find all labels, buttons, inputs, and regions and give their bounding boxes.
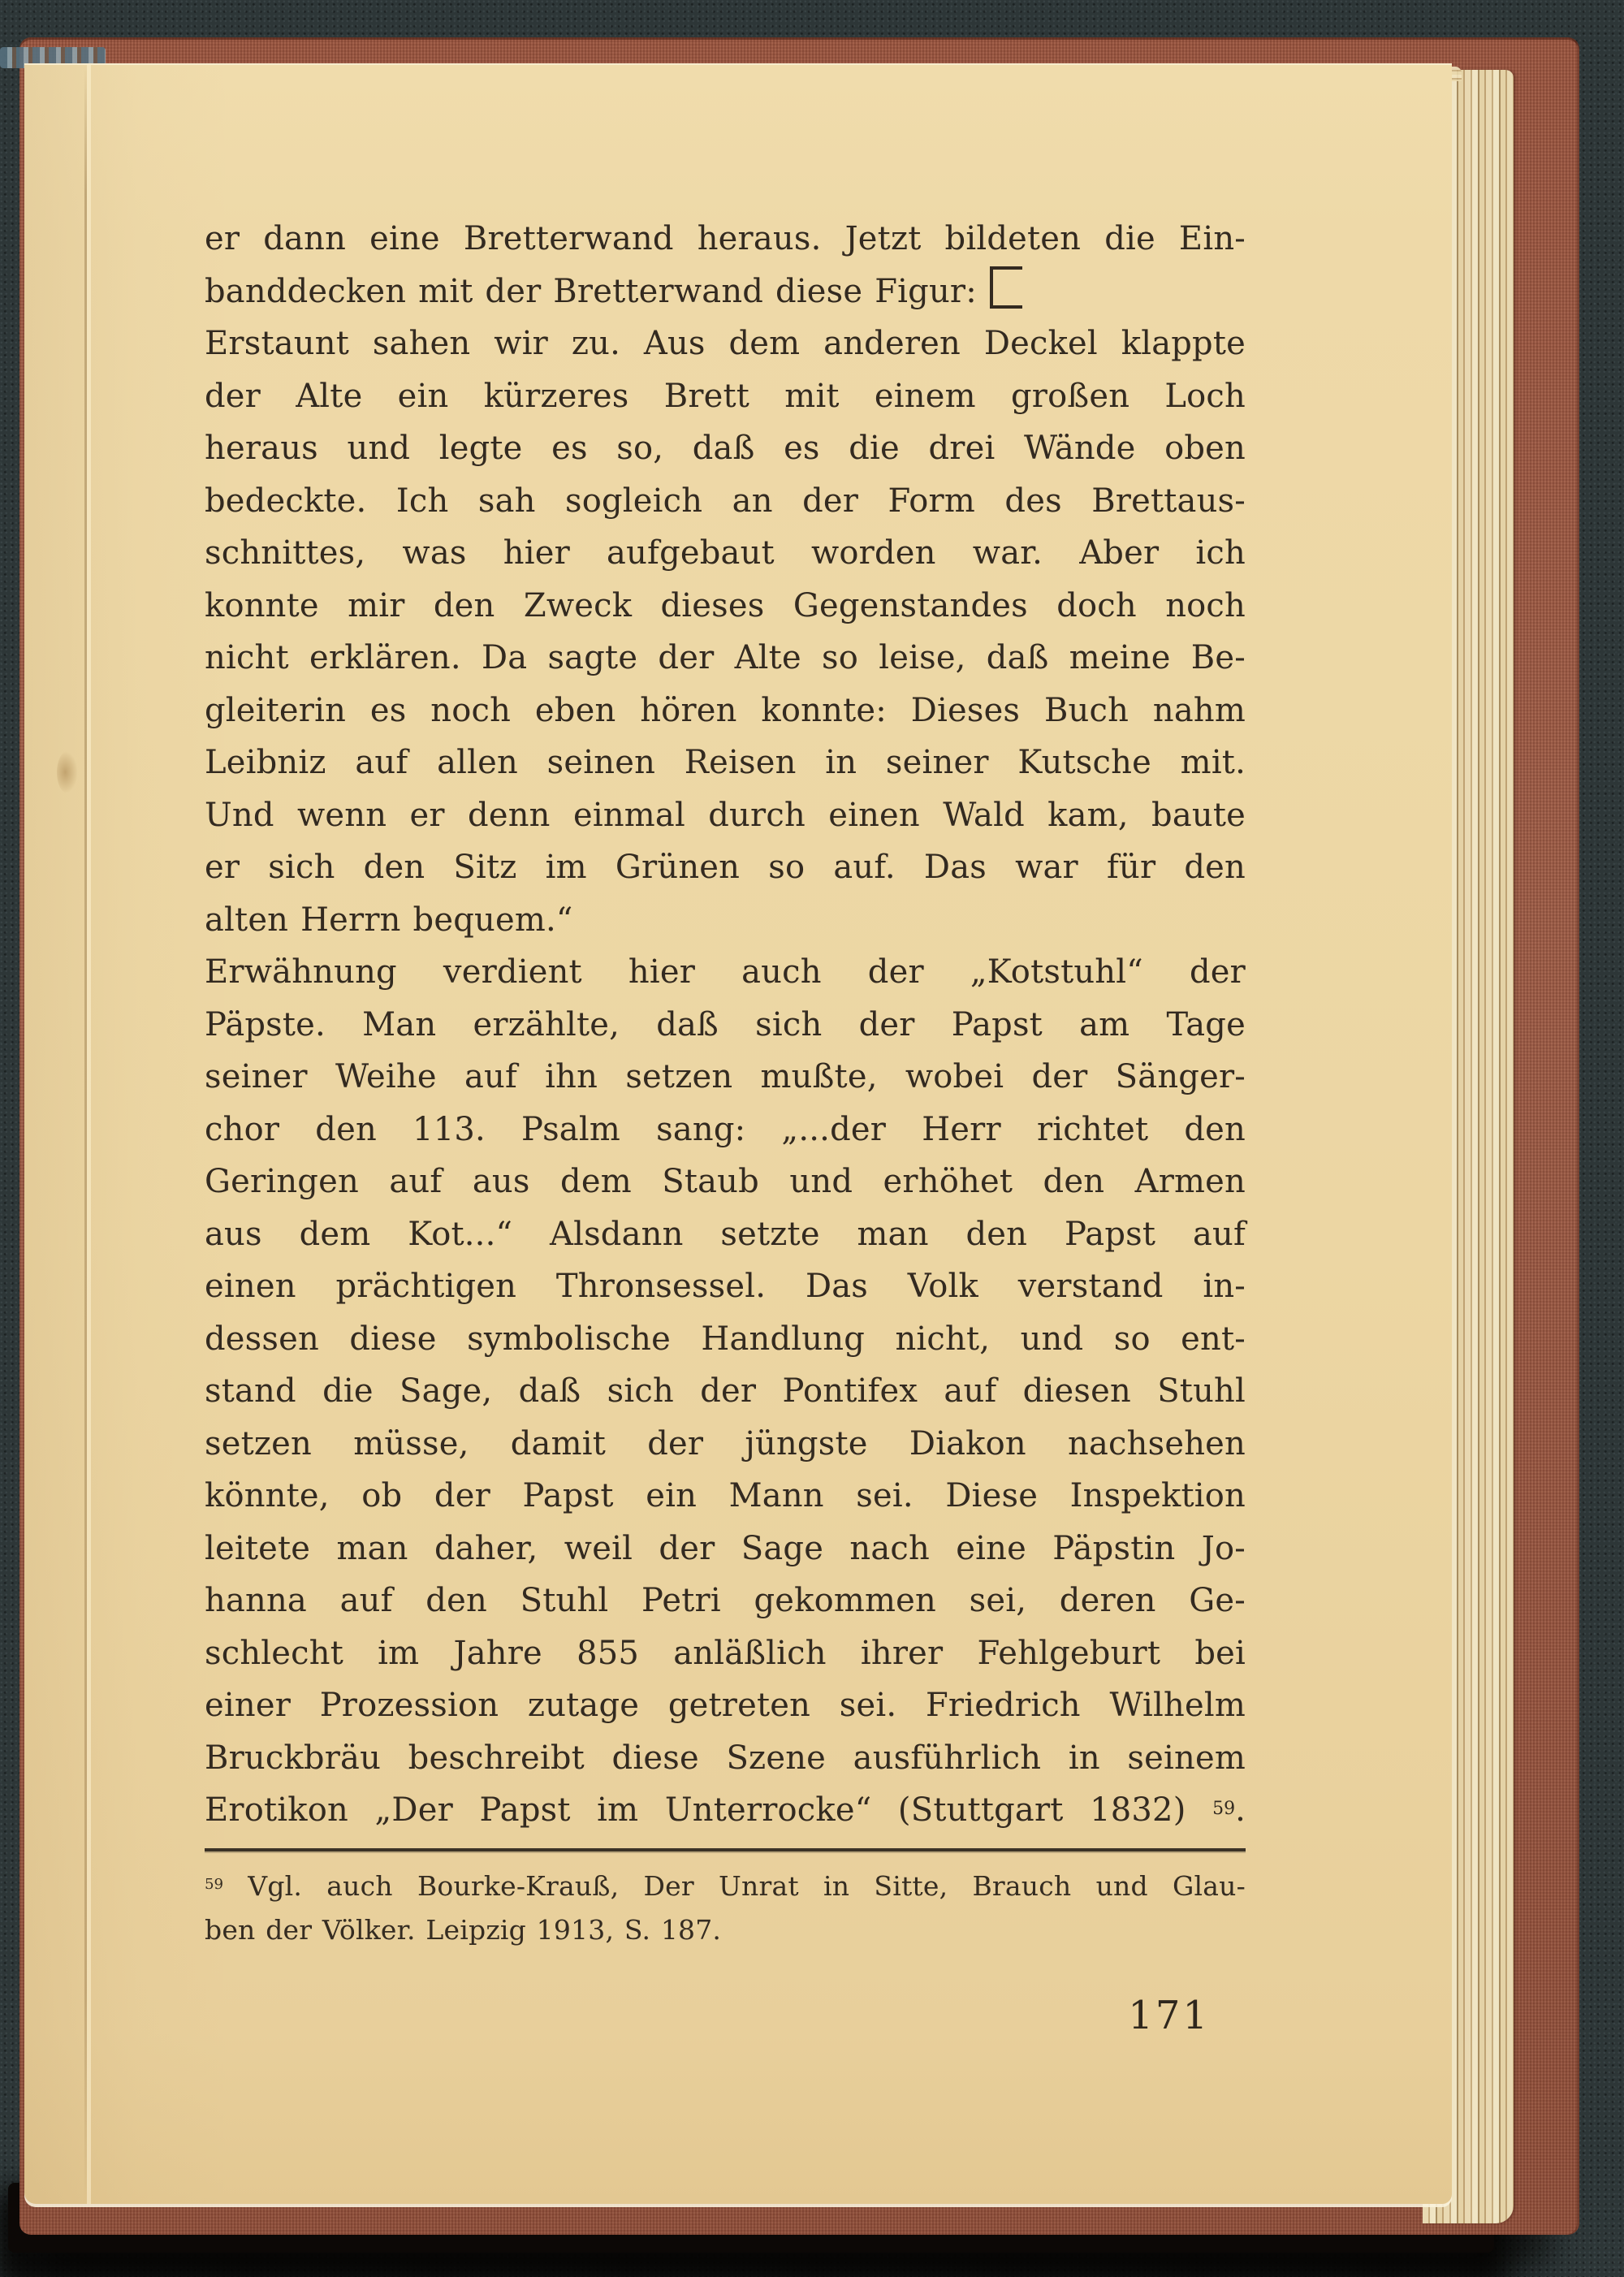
text-line: schnittes, was hier aufgebaut worden war. Aber ich bbox=[205, 534, 1246, 572]
text-block bbox=[205, 213, 1246, 2038]
footnote bbox=[205, 1864, 1246, 1952]
text-line: aus dem Kot...“ Alsdann setzte man den Papst auf bbox=[205, 1215, 1246, 1253]
page-edge-nick bbox=[57, 751, 78, 793]
text-line: $^{59}$ Vgl. auch Bourke-Krauß, Der Unrat in Sitte, Brauch und Glau- bbox=[205, 1869, 1246, 1902]
text-line: Päpste. Man erzählte, daß sich der Papst am Tage bbox=[205, 1005, 1246, 1043]
text-line: gleiterin es noch eben hören konnte: Dieses Buch nahm bbox=[205, 691, 1246, 729]
text-line: einen prächtigen Thronsessel. Das Volk verstand in- bbox=[205, 1268, 1246, 1305]
figure-bracket-glyph bbox=[990, 266, 1022, 309]
text-line: Bruckbräu beschreibt diese Szene ausführlich in seinem bbox=[205, 1739, 1246, 1777]
text-line: dessen diese symbolische Handlung nicht, und so ent- bbox=[205, 1320, 1246, 1358]
text-line: konnte mir den Zweck dieses Gegenstandes doch noch bbox=[205, 586, 1246, 624]
text-line: könnte, ob der Papst ein Mann sei. Diese Inspektion bbox=[205, 1477, 1246, 1514]
text-line: schlecht im Jahre 855 anläßlich ihrer Fehlgeburt bei bbox=[205, 1634, 1246, 1672]
text-line: Erotikon „Der Papst im Unterrocke“ (Stuttgart 1832) $^{59}$. bbox=[205, 1791, 1246, 1829]
text-line: Und wenn er denn einmal durch einen Wald kam, baute bbox=[205, 796, 1246, 834]
text-line: stand die Sage, daß sich der Pontifex auf diesen Stuhl bbox=[205, 1372, 1246, 1410]
text-line: heraus und legte es so, daß es die drei Wände oben bbox=[205, 430, 1246, 467]
text-line: alten Herrn bequem.“ bbox=[205, 901, 573, 939]
text-line: hanna auf den Stuhl Petri gekommen sei, deren Ge- bbox=[205, 1582, 1246, 1619]
text-line: der Alte ein kürzeres Brett mit einem großen Loch bbox=[205, 377, 1246, 415]
gutter-highlight bbox=[87, 65, 91, 2204]
text-line: er dann eine Bretterwand heraus. Jetzt bildeten die Ein- bbox=[205, 220, 1246, 257]
text-line: ben der Völker. Leipzig 1913, S. 187. bbox=[205, 1913, 722, 1946]
footnote-rule bbox=[205, 1848, 1246, 1851]
footnote-marker: 59 bbox=[205, 1875, 224, 1893]
book-page bbox=[24, 65, 1452, 2204]
text-line: einer Prozession zutage getreten sei. Friedrich Wilhelm bbox=[205, 1687, 1246, 1724]
text-line: er sich den Sitz im Grünen so auf. Das war für den bbox=[205, 849, 1246, 886]
text-line: leitete man daher, weil der Sage nach eine Päpstin Jo- bbox=[205, 1529, 1246, 1567]
main-text bbox=[205, 213, 1246, 1837]
text-line: seiner Weihe auf ihn setzen mußte, wobei der Sänger- bbox=[205, 1058, 1246, 1095]
page-number: 171 bbox=[1128, 1992, 1210, 2038]
text-line: chor den 113. Psalm sang: „...der Herr richtet den bbox=[205, 1110, 1246, 1148]
footnote-reference: 59 bbox=[1212, 1799, 1236, 1819]
text-line: setzen müsse, damit der jüngste Diakon nachsehen bbox=[205, 1424, 1246, 1463]
text-line: Geringen auf aus dem Staub und erhöhet den Armen bbox=[205, 1163, 1246, 1200]
footnote-text bbox=[205, 1864, 1246, 1952]
text-line: Leibniz auf allen seinen Reisen in seiner Kutsche mit. bbox=[205, 744, 1246, 781]
text-line: banddecken mit der Bretterwand diese Figur: bbox=[205, 266, 1246, 318]
text-line: Erwähnung verdient hier auch der „Kotstuhl“ der bbox=[205, 953, 1246, 991]
text-line: nicht erklären. Da sagte der Alte so leise, daß meine Be- bbox=[205, 639, 1246, 676]
text-line: Erstaunt sahen wir zu. Aus dem anderen Deckel klappte bbox=[205, 325, 1246, 362]
text-line: bedeckte. Ich sah sogleich an der Form des Brettaus- bbox=[205, 482, 1246, 520]
